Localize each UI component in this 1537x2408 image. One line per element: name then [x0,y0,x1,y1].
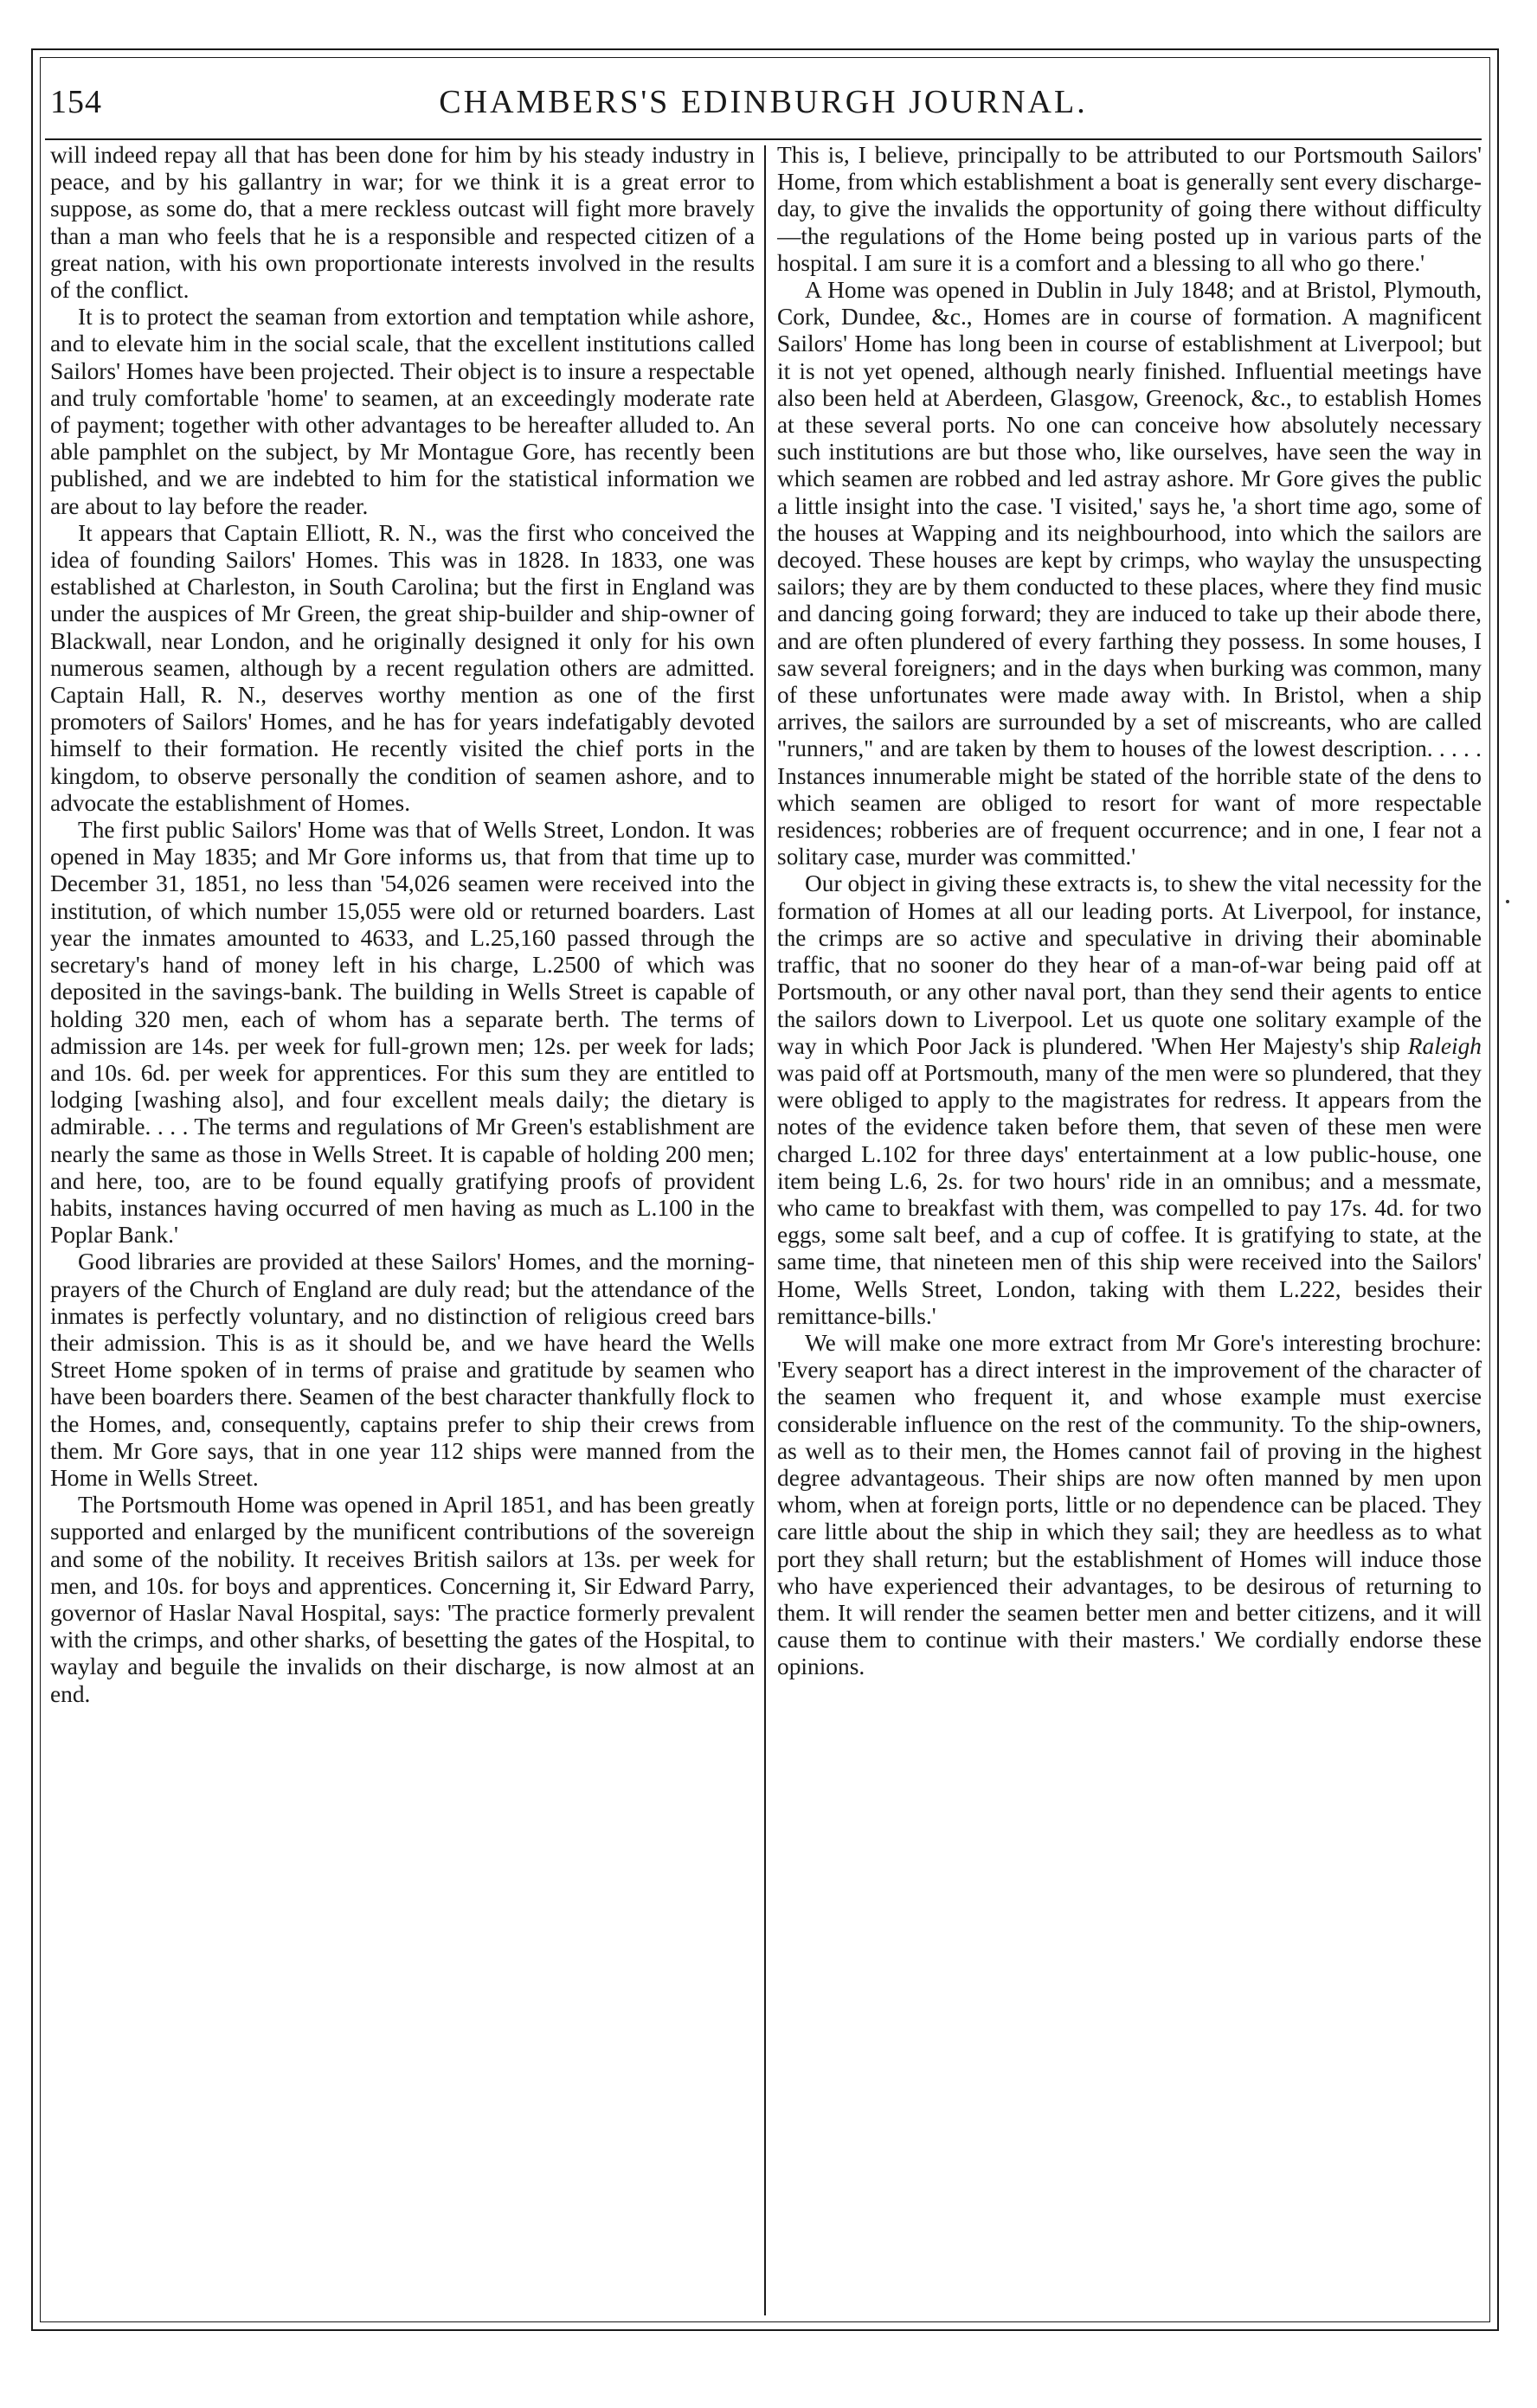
paragraph: Our object in giving these extracts is, to shew the vital necessity for the formation of Homes at all our leading ports. At Liverpool, for instance, the crimps are so active and speculative in driving their abominable traffic, that no sooner do they hear of a man-of-war being paid off at Portsmouth, or any other naval port, than they send their agents to entice the sailors down to Liverpool. Let us quote one solitary example of the way in which Poor Jack is plundered. 'When Her Majesty's ship Raleigh was paid off at Portsmouth, many of the men were so plundered, that they were obliged to apply to the magistrates for redress. It appears from the notes of the evidence taken before them, that seven of these men were charged L.102 for three days' entertainment at a low public-house, one item being L.6, 2s. for two hours' ride in an omnibus; and a messmate, who came to breakfast with them, was compelled to pay 17s. 4d. for two eggs, some salt beef, and a cup of coffee. It is gratifying to state, at the same time, that nineteen men of this ship were received into the Sailors' Home, Wells Street, London, taking with them L.222, besides their remittance-bills.' [777,870,1482,1329]
column-divider [764,145,766,2315]
left-column [50,142,755,2331]
paragraph: It appears that Captain Elliott, R. N., was the first who conceived the idea of founding Sailors' Homes. This was in 1828. In 1833, one was established at Charleston, in South Carolina; but the first in England was under the auspices of Mr Green, the great ship-builder and ship-owner of Blackwall, near London, and he originally designed it only for his own numerous seamen, although by a recent regulation others are admitted. Captain Hall, R. N., deserves worthy mention as one of the first promoters of Sailors' Homes, and he has for years indefatigably devoted himself to their formation. He recently visited the chief ports in the kingdom, to observe personally the condition of seamen ashore, and to advocate the establishment of Homes. [50,519,755,816]
paragraph: A Home was opened in Dublin in July 1848; and at Bristol, Plymouth, Cork, Dundee, &c., Homes are in course of formation. A magnificent Sailors' Home has long been in course of establishment at Liverpool; but it is not yet opened, although nearly finished. Influential meetings have also been held at Aberdeen, Glasgow, Greenock, &c., to establish Homes at these several ports. No one can conceive how absolutely necessary such institutions are but those who, like ourselves, have seen the way in which seamen are robbed and led astray ashore. Mr Gore gives the public a little insight into the case. 'I visited,' says he, 'a short time ago, some of the houses at Wapping and its neighbourhood, into which the sailors are decoyed. These houses are kept by crimps, who waylay the unsuspecting sailors; they are by them conducted to these places, where they find music and dancing going forward; they are induced to take up their abode there, and are often plundered of every farthing they possess. In some houses, I saw several foreigners; and in the days when burking was common, many of these unfortunates were made away with. In Bristol, when a ship arrives, the sailors are surrounded by a set of miscreants, who are called "runners," and are taken by them to houses of the lowest description. . . . . Instances innumerable might be stated of the horrible state of the dens to which seamen are obliged to resort for want of more respectable residences; robberies are of frequent occurrence; and in one, I fear not a solitary case, murder was committed.' [777,277,1482,870]
paragraph: This is, I believe, principally to be attributed to our Portsmouth Sailors' Home, from which establishment a boat is generally sent every discharge-day, to give the invalids the opportunity of going there without difficulty—the regulations of the Home being posted up in various parts of the hospital. I am sure it is a comfort and a blessing to all who go there.' [777,142,1482,276]
page-header [45,78,1482,133]
paragraph: The Portsmouth Home was opened in April 1851, and has been greatly supported and enlarged by the munificent contributions of the sovereign and some of the nobility. It receives British sailors at 13s. per week for men, and 10s. for boys and apprentices. Concerning it, Sir Edward Parry, governor of Haslar Naval Hospital, says: 'The practice formerly prevalent with the crimps, and other sharks, of besetting the gates of the Hospital, to waylay and beguile the invalids on their discharge, is now almost at an end. [50,1492,755,1707]
paragraph: will indeed repay all that has been done for him by his steady industry in peace, and by his gallantry in war; for we think it is a great error to suppose, as some do, that a mere reckless outcast will fight more bravely than a man who feels that he is a responsible and respected citizen of a great nation, with his own proportionate interests involved in the results of the conflict. [50,142,755,304]
page-number: 154 [50,84,102,120]
journal-title: CHAMBERS'S EDINBURGH JOURNAL. [439,84,1088,120]
header-rule [45,138,1482,140]
paragraph: Good libraries are provided at these Sailors' Homes, and the morning-prayers of the Church of England are duly read; but the attendance of the inmates is perfectly voluntary, and no distinction of religious creed bars their admission. This is as it should be, and we have heard the Wells Street Home spoken of in terms of praise and gratitude by seamen who have been boarders there. Seamen of the best character thankfully flock to the Homes, and, consequently, captains prefer to ship their crews from them. Mr Gore says, that in one year 112 ships were manned from the Home in Wells Street. [50,1249,755,1491]
ship-name: Raleigh [1407,1032,1482,1059]
paragraph: It is to protect the seaman from extortion and temptation while ashore, and to elevate him in the social scale, that the excellent institutions called Sailors' Homes have been projected. Their object is to insure a respectable and truly comfortable 'home' to seamen, at an exceedingly moderate rate of payment; together with other advantages to be hereafter alluded to. An able pamphlet on the subject, by Mr Montague Gore, has recently been published, and we are indebted to him for the statistical information we are about to lay before the reader. [50,304,755,519]
paragraph: We will make one more extract from Mr Gore's interesting brochure: 'Every seaport has a direct interest in the improvement of the character of the seamen who frequent it, and whose example must exercise considerable influence on the rest of the community. To the ship-owners, as well as to their men, the Homes cannot fail of proving in the highest degree advantageous. Their ships are now often manned by men upon whom, when at foreign ports, little or no dependence can be placed. They care little about the ship in which they sail; they are heedless as to what port they shall return; but the establishment of Homes will induce those who have experienced their advantages, to be desirous of returning to them. It will render the seamen better men and better citizens, and it will cause them to continue with their masters.' We cordially endorse these opinions. [777,1329,1482,1680]
margin-speck [1506,900,1509,903]
right-column [777,142,1482,2331]
paragraph: The first public Sailors' Home was that of Wells Street, London. It was opened in May 1835; and Mr Gore informs us, that from that time up to December 31, 1851, no less than '54,026 seamen were received into the institution, of which number 15,055 were old or returned boarders. Last year the inmates amounted to 4633, and L.25,160 passed through the secretary's hand of money left in his charge, L.2500 of which was deposited in the savings-bank. The building in Wells Street is capable of holding 320 men, each of whom has a separate berth. The terms of admission are 14s. per week for full-grown men; 12s. per week for lads; and 10s. 6d. per week for apprentices. For this sum they are entitled to lodging [washing also], and four excellent meals daily; the dietary is admirable. . . . The terms and regulations of Mr Green's establishment are nearly the same as those in Wells Street. It is capable of holding 200 men; and here, too, are to be found equally gratifying proofs of provident habits, instances having occurred of men having as much as L.100 in the Poplar Bank.' [50,817,755,1249]
